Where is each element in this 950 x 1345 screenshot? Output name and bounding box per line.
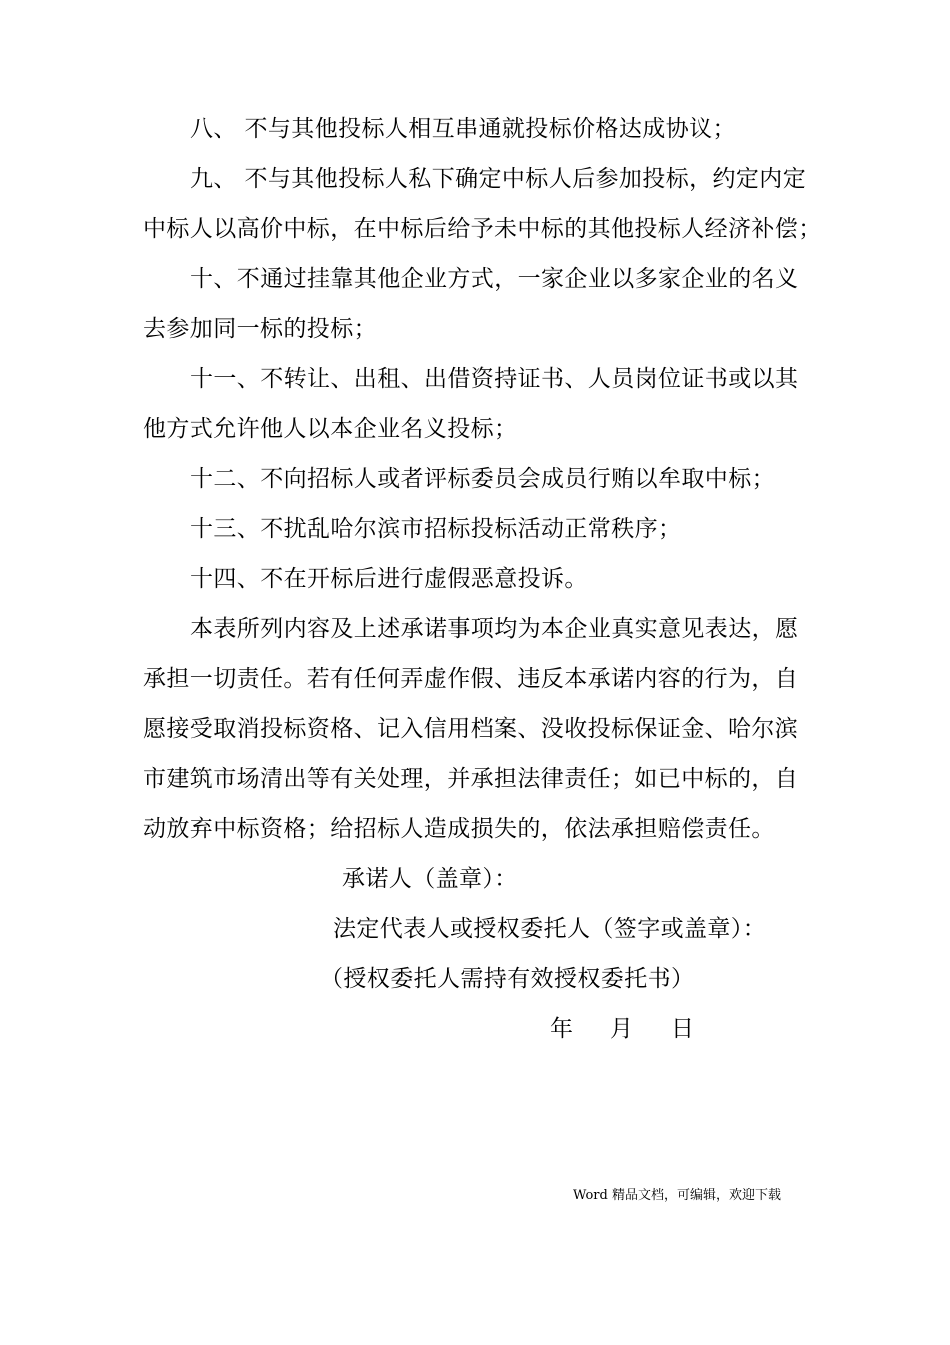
date-day-label: 日 (671, 1016, 694, 1042)
clause-9-line-1: 九、 不与其他投标人私下确定中标人后参加投标，约定内定 (190, 166, 807, 192)
promisor-seal-label: 承诺人（盖章）： (342, 866, 518, 892)
date-year-label: 年 (550, 1016, 573, 1042)
statement-line-2: 承担一切责任。若有任何弄虚作假、违反本承诺内容的行为，自 (143, 666, 799, 692)
clause-10-line-1: 十、不通过挂靠其他企业方式，一家企业以多家企业的名义 (190, 266, 799, 292)
statement-line-1: 本表所列内容及上述承诺事项均为本企业真实意见表达，愿 (190, 616, 799, 642)
clause-13: 十三、不扰乱哈尔滨市招标投标活动正常秩序； (190, 516, 682, 542)
clause-8: 八、 不与其他投标人相互串通就投标价格达成协议； (190, 116, 736, 142)
clause-12: 十二、不向招标人或者评标委员会成员行贿以牟取中标； (190, 466, 775, 492)
representative-sign-label: 法定代表人或授权委托人（签字或盖章）： (333, 916, 767, 942)
clause-14: 十四、不在开标后进行虚假恶意投诉。 (190, 566, 588, 592)
date-month-label: 月 (610, 1016, 633, 1042)
clause-11-line-2: 他方式允许他人以本企业名义投标； (143, 416, 518, 442)
authorization-note: （授权委托人需持有效授权委托书） (320, 966, 695, 992)
clause-11-line-1: 十一、不转让、出租、出借资持证书、人员岗位证书或以其 (190, 366, 799, 392)
clause-9-line-2: 中标人以高价中标，在中标后给予未中标的其他投标人经济补偿； (143, 216, 822, 242)
clause-10-line-2: 去参加同一标的投标； (143, 316, 377, 342)
statement-line-3: 愿接受取消投标资格、记入信用档案、没收投标保证金、哈尔滨 (143, 716, 799, 742)
statement-line-5: 动放弃中标资格；给招标人造成损失的，依法承担赔偿责任。 (143, 816, 775, 842)
footer-note: Word 精品文档，可编辑，欢迎下载 (573, 1188, 781, 1203)
statement-line-4: 市建筑市场清出等有关处理，并承担法律责任；如已中标的，自 (143, 766, 799, 792)
